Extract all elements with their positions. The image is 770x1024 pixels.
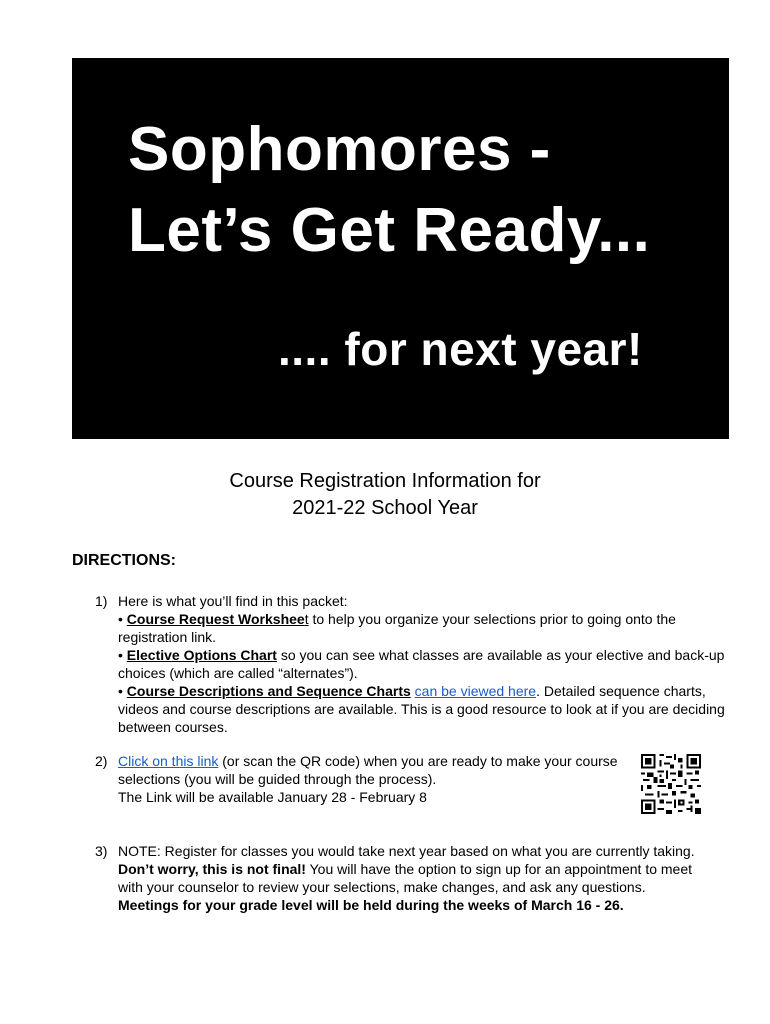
note-bold-2: Meetings for your grade level will be held during the weeks of March 16 - 26. — [118, 897, 624, 913]
bullet-worksheet — [118, 610, 730, 646]
note-text-1: NOTE: Register for classes you would take next year based on what you are currently taking. — [118, 843, 695, 859]
availability-text: The Link will be available January 28 - February 8 — [118, 789, 427, 805]
worksheet-title-end: t — [304, 611, 309, 627]
subtitle-line-1: Course Registration Information for — [229, 470, 541, 492]
course-descriptions-text: . Detailed sequence charts, videos and course descriptions are available. This is a good resource to look at if you are deciding between courses. — [118, 683, 725, 735]
subtitle-line-2: 2021-22 School Year — [292, 497, 478, 519]
item-number: 2) — [95, 753, 108, 769]
bullet-mark: • — [118, 611, 127, 627]
registration-link[interactable]: Click on this link — [118, 753, 219, 769]
item-body — [118, 752, 618, 806]
banner-line-2: Let’s Get Ready... — [128, 196, 651, 265]
banner-line-3: .... for next year! — [278, 323, 643, 375]
worksheet-text: to help you organize your selections prior to going onto the registration link. — [118, 611, 676, 645]
note-bold-1: Don’t worry, this is not final! — [118, 861, 306, 877]
item-intro: Here is what you’ll find in this packet: — [118, 593, 348, 609]
elective-chart-text: so you can see what classes are available as your elective and back-up choices (which are called “alternates”). — [118, 647, 725, 681]
bullet-mark: • — [118, 647, 127, 663]
registration-text-rest: (or scan the QR code) when you are ready to make your course selections (you will be guided through the process). — [118, 753, 618, 787]
item-number: 1) — [95, 593, 108, 609]
worksheet-title: Course Request Workshee — [126, 611, 305, 627]
bullet-elective-chart — [118, 646, 730, 682]
note-text-2: You will have the option to sign up for an appointment to meet with your counselor to review your selections, make changes, and ask any questions. — [118, 861, 693, 895]
title-banner — [72, 58, 729, 439]
bullet-mark: • — [118, 683, 127, 699]
qr-code-icon[interactable] — [641, 754, 701, 814]
item-number: 3) — [95, 843, 108, 859]
registration-text — [118, 752, 618, 788]
item-body — [118, 592, 730, 736]
view-here-link[interactable]: can be viewed here — [414, 683, 537, 699]
elective-chart-title: Elective Options Chart — [126, 647, 277, 663]
item-body — [118, 842, 708, 914]
bullet-course-descriptions — [118, 682, 730, 736]
banner-line-1: Sophomores - — [128, 115, 551, 184]
directions-heading: DIRECTIONS: — [72, 552, 176, 569]
subtitle — [0, 468, 770, 522]
course-descriptions-title: Course Descriptions and Sequence Charts — [126, 683, 411, 699]
